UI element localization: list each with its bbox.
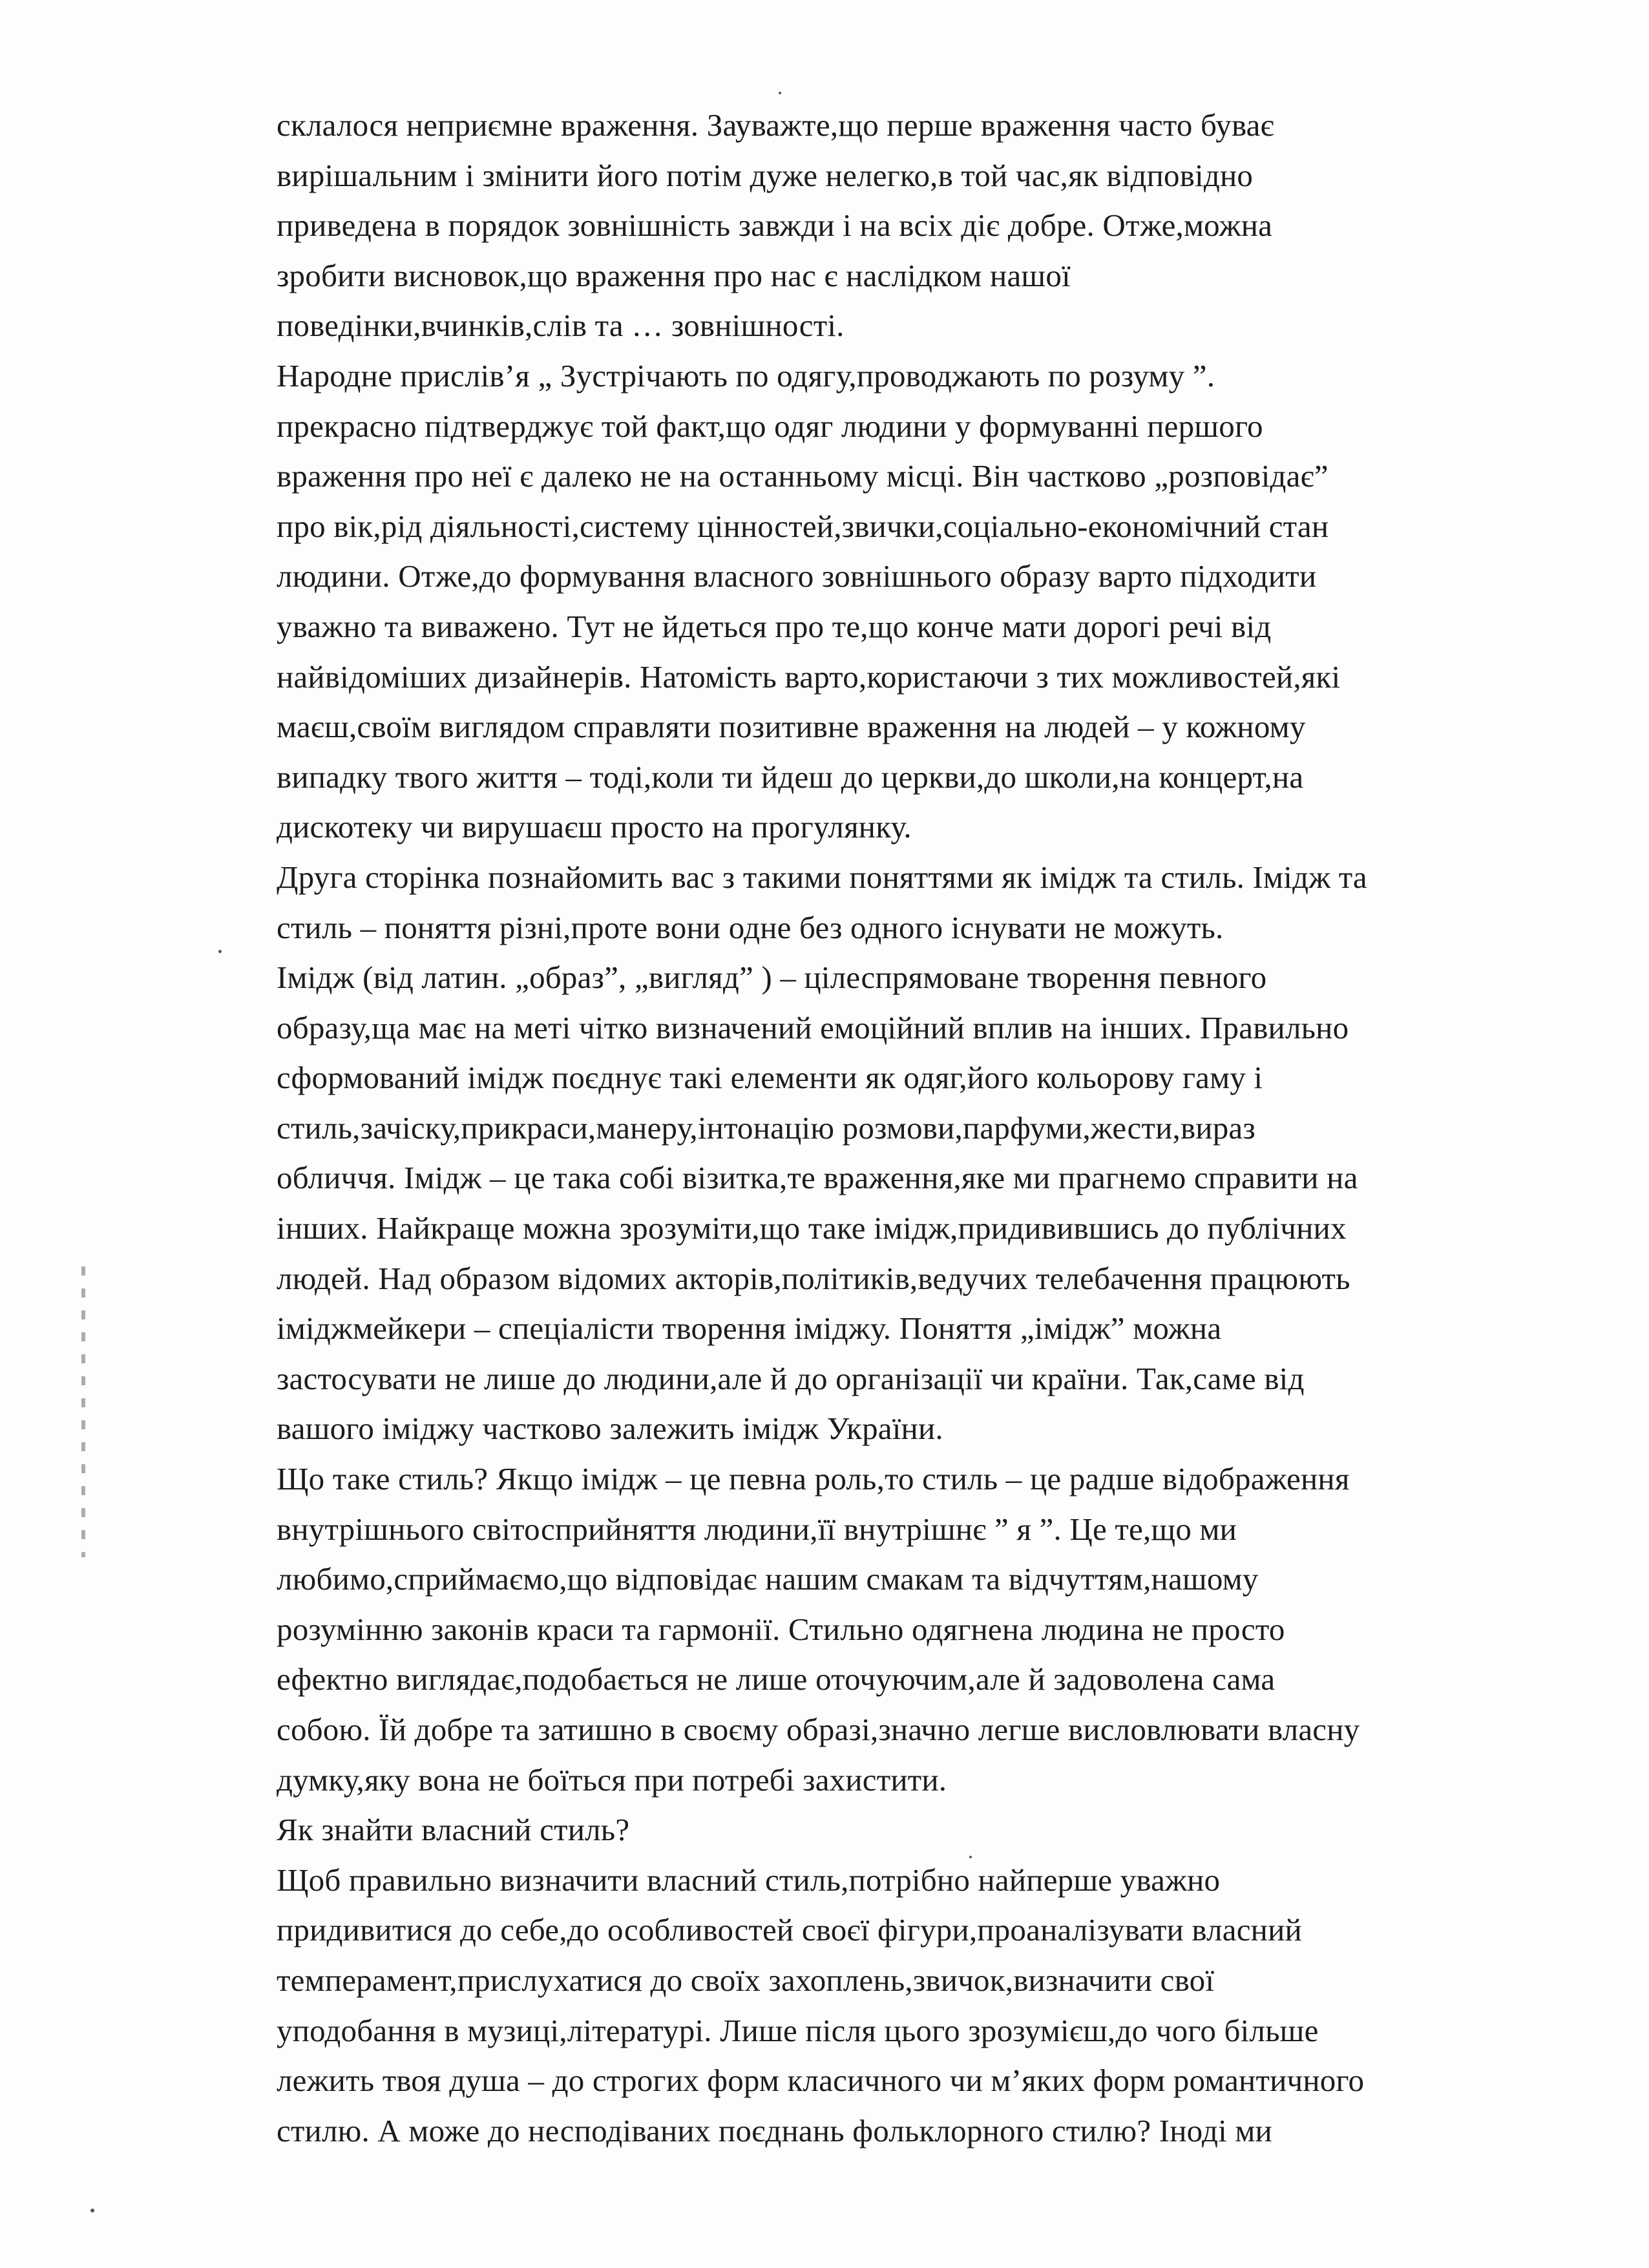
text-line: стиль – поняття різні,проте вони одне без одного існувати не можуть. — [277, 909, 1224, 945]
text-line: випадку твого життя – тоді,коли ти йдеш до церкви,до школи,на концерт,на — [277, 759, 1304, 795]
text-line: придивитися до себе,до особливостей своєї фігури,проаналізувати власний — [277, 1912, 1302, 1948]
text-line: Щоб правильно визначити власний стиль,потрібно найперше уважно — [277, 1862, 1221, 1898]
text-line: сформований імідж поєднує такі елементи як одяг,його кольорову гаму і — [277, 1060, 1263, 1096]
text-line: Народне прислів’я „ Зустрічають по одягу,проводжають по розуму ”. — [277, 357, 1215, 394]
text-line: Імідж (від латин. „образ”, „вигляд” ) – цілеспрямоване творення певного — [277, 960, 1267, 996]
text-line: зробити висновок,що враження про нас є наслідком нашої — [277, 257, 1071, 293]
text-line: враження про неї є далеко не на останньому місці. Він частково „розповідає” — [277, 458, 1329, 494]
text-line: розумінню законів краси та гармонії. Стильно одягнена людина не просто — [277, 1611, 1285, 1647]
text-line: стилю. А може до несподіваних поєднань фольклорного стилю? Іноді ми — [277, 2112, 1272, 2148]
text-line: темперамент,прислухатися до своїх захоплень,звичок,визначити свої — [277, 1962, 1215, 1998]
text-line: Що таке стиль? Якщо імідж – це певна роль,то стиль – це радше відображення — [277, 1461, 1350, 1497]
text-line: іміджмейкери – спеціалісти творення іміджу. Поняття „імідж” можна — [277, 1310, 1222, 1347]
text-line: склалося неприємне враження. Зауважте,що перше враження часто буває — [277, 107, 1274, 143]
text-line: Як знайти власний стиль? — [277, 1812, 630, 1848]
text-line: дискотеку чи вирушаєш просто на прогулянку. — [277, 809, 912, 845]
text-line: стиль,зачіску,прикраси,манеру,інтонацію розмови,парфуми,жести,вираз — [277, 1109, 1255, 1146]
text-line: любимо,сприймаємо,що відповідає нашим смакам та відчуттям,нашому — [277, 1561, 1259, 1597]
scan-speck — [218, 950, 222, 953]
scan-margin-mark — [81, 1266, 85, 1557]
text-line: ефектно виглядає,подобається не лише оточуючим,але й задоволена сама — [277, 1661, 1276, 1697]
text-line: лежить твоя душа – до строгих форм класичного чи м’яких форм романтичного — [277, 2063, 1365, 2099]
text-line: прекрасно підтверджує той факт,що одяг людини у формуванні першого — [277, 408, 1263, 444]
text-line: приведена в порядок зовнішність завжди і на всіх діє добре. Отже,можна — [277, 207, 1273, 244]
text-line: про вік,рід діяльності,систему цінностей,звички,соціально-економічний стан — [277, 508, 1329, 544]
scan-speck — [90, 2209, 94, 2212]
text-line: вашого іміджу частково залежить імідж України. — [277, 1411, 943, 1447]
scan-speck — [779, 92, 781, 94]
text-line: людини. Отже,до формування власного зовнішнього образу варто підходити — [277, 558, 1317, 594]
text-line: вирішальним і змінити його потім дуже нелегко,в той час,як відповідно — [277, 157, 1254, 193]
text-line: образу,ща має на меті чітко визначений емоційний вплив на інших. Правильно — [277, 1009, 1349, 1045]
text-line: обличчя. Імідж – це така собі візитка,те враження,яке ми прагнемо справити на — [277, 1160, 1358, 1196]
text-line: внутрішнього світосприйняття людини,її внутрішнє ” я ”. Це те,що ми — [277, 1511, 1237, 1547]
text-line: інших. Найкраще можна зрозуміти,що таке імідж,придивившись до публічних — [277, 1210, 1347, 1246]
text-line: уподобання в музиці,літературі. Лише після цього зрозумієш,до чого більше — [277, 2012, 1319, 2048]
text-line: Друга сторінка познайомить вас з такими поняттями як імідж та стиль. Імідж та — [277, 859, 1367, 895]
text-line: маєш,своїм виглядом справляти позитивне враження на людей – у кожному — [277, 709, 1306, 745]
text-line: найвідоміших дизайнерів. Натомість варто,користаючи з тих можливостей,які — [277, 658, 1341, 695]
text-line: думку,яку вона не боїться при потребі захистити. — [277, 1761, 947, 1798]
text-line: собою. Їй добре та затишно в своєму образі,значно легше висловлювати власну — [277, 1712, 1360, 1747]
text-line: застосувати не лише до людини,але й до організації чи країни. Так,саме від — [277, 1360, 1305, 1396]
document-body — [277, 100, 1591, 2156]
text-line: людей. Над образом відомих акторів,політиків,ведучих телебачення працюють — [277, 1260, 1350, 1296]
text-line: уважно та виважено. Тут не йдеться про те,що конче мати дорогі речі від — [277, 608, 1272, 644]
text-line: поведінки,вчинків,слів та … зовнішності. — [277, 308, 845, 344]
